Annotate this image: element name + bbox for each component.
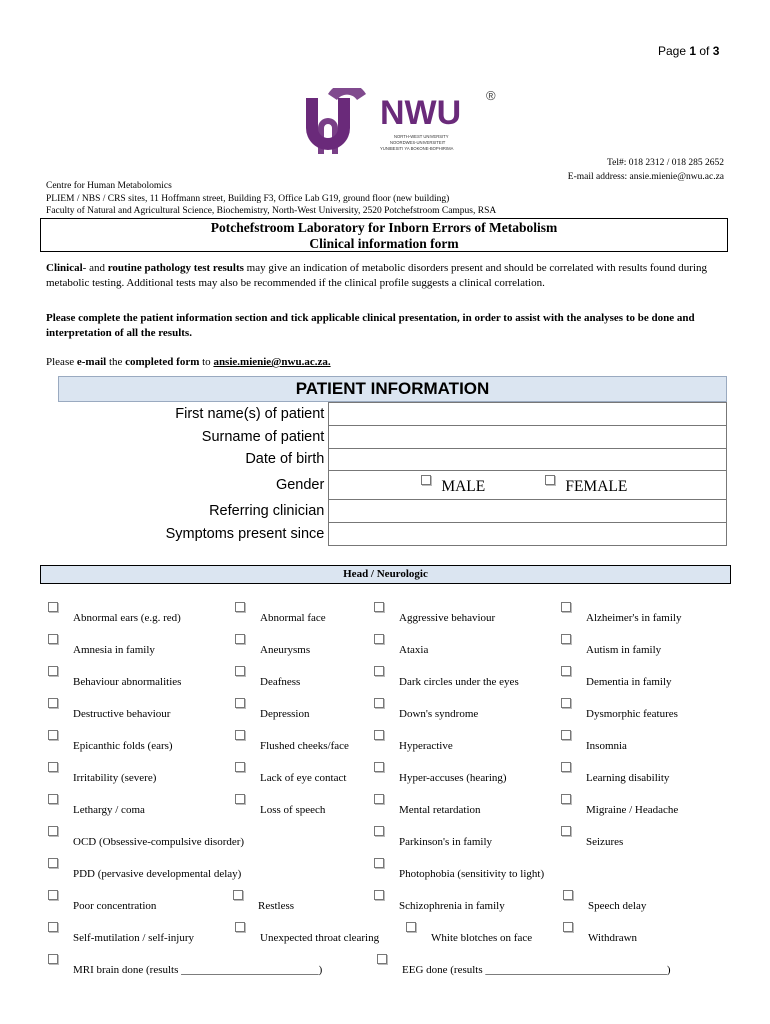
checklist-label: Self-mutilation / self-injury — [73, 932, 194, 944]
checklist-label: Restless — [258, 900, 295, 912]
email-instruction: Please e-mail the completed form to ansie.mienie@nwu.ac.za. — [46, 356, 331, 368]
checklist-checkbox[interactable] — [235, 602, 245, 612]
checklist-label: Withdrawn — [588, 932, 638, 944]
gender-label: Gender — [58, 471, 329, 500]
first-name-field[interactable] — [329, 403, 727, 426]
checklist-label: Lack of eye contact — [260, 772, 347, 784]
checklist-label: Epicanthic folds (ears) — [73, 740, 173, 752]
checklist-checkbox[interactable] — [48, 762, 58, 772]
checklist-checkbox[interactable] — [235, 794, 245, 804]
checklist-label: Ataxia — [399, 644, 429, 656]
checklist-label: Hyper-accuses (hearing) — [399, 772, 507, 784]
female-checkbox[interactable] — [545, 475, 555, 485]
checklist-label: Flushed cheeks/face — [260, 740, 349, 752]
gender-female-option[interactable]: FEMALE — [545, 475, 627, 496]
checklist-checkbox[interactable] — [48, 954, 58, 964]
checklist-checkbox[interactable] — [48, 826, 58, 836]
checklist-checkbox[interactable] — [235, 922, 245, 932]
checklist-checkbox[interactable] — [374, 762, 384, 772]
checklist-label: Schizophrenia in family — [399, 900, 505, 912]
checklist-checkbox[interactable] — [48, 858, 58, 868]
checklist-checkbox[interactable] — [374, 826, 384, 836]
symptoms-since-label: Symptoms present since — [58, 523, 329, 546]
checklist-checkbox[interactable] — [235, 762, 245, 772]
checklist-label: PDD (pervasive developmental delay) — [73, 868, 242, 880]
surname-label: Surname of patient — [58, 425, 329, 448]
checklist-checkbox[interactable] — [48, 922, 58, 932]
checklist-label: Dementia in family — [586, 676, 672, 688]
checklist-checkbox[interactable] — [48, 634, 58, 644]
checklist-checkbox[interactable] — [235, 666, 245, 676]
checklist-checkbox[interactable] — [374, 890, 384, 900]
checklist-label: Poor concentration — [73, 900, 157, 912]
checklist-label: Unexpected throat clearing — [260, 932, 380, 944]
checklist-label: Lethargy / coma — [73, 804, 145, 816]
checklist-checkbox[interactable] — [561, 730, 571, 740]
checklist-checkbox[interactable] — [48, 602, 58, 612]
checklist-checkbox[interactable] — [48, 890, 58, 900]
head-neurologic-heading: Head / Neurologic — [40, 565, 731, 584]
checklist-label: Deafness — [260, 676, 301, 688]
checklist-label: Parkinson's in family — [399, 836, 493, 848]
centre-info: Centre for Human Metabolomics PLIEM / NBS / CRS sites, 11 Hoffmann street, Building F3, Office Lab G19, ground floor (new building) Faculty of Natural and Agricultural Science, Biochemistry, North-West University, 2520 Potchefstroom Campus, RSA — [46, 181, 497, 216]
nwu-logo: NWU NORTH-WEST UNIVERSITY NOORDWES-UNIVERSITEIT YUNIBESITI YA BOKONE-BOPHIRIMA ® — [300, 88, 500, 160]
page-number: Page 1 of 3 — [658, 44, 720, 58]
checklist-label: Depression — [260, 708, 310, 720]
checklist-checkbox[interactable] — [563, 890, 573, 900]
checklist-label: Alzheimer's in family — [586, 612, 682, 624]
svg-text:NORTH-WEST UNIVERSITY: NORTH-WEST UNIVERSITY — [394, 134, 449, 139]
checklist-label: Insomnia — [586, 740, 627, 752]
checklist-label: Aneurysms — [260, 644, 311, 656]
checklist-checkbox[interactable] — [235, 698, 245, 708]
patient-information-table — [58, 402, 727, 546]
checklist-label: Hyperactive — [399, 740, 453, 752]
form-title: Potchefstroom Laboratory for Inborn Errors of Metabolism Clinical information form — [40, 218, 728, 252]
svg-text:YUNIBESITI YA BOKONE-BOPHIRIMA: YUNIBESITI YA BOKONE-BOPHIRIMA — [380, 146, 454, 151]
checklist-checkbox[interactable] — [561, 762, 571, 772]
checklist-label: Behaviour abnormalities — [73, 676, 182, 688]
checklist-checkbox[interactable] — [377, 954, 387, 964]
checklist-checkbox[interactable] — [561, 698, 571, 708]
checklist-checkbox[interactable] — [48, 794, 58, 804]
checklist-label: OCD (Obsessive-compulsive disorder) — [73, 836, 245, 848]
checklist-label: Seizures — [586, 836, 624, 848]
checklist-label: Migraine / Headache — [586, 804, 679, 816]
gender-field — [329, 471, 727, 500]
checklist-checkbox[interactable] — [374, 730, 384, 740]
checklist-label: EEG done (results _________________________________) — [402, 964, 671, 976]
checklist-label: Abnormal ears (e.g. red) — [73, 612, 181, 624]
instructions-paragraph: Please complete the patient information section and tick applicable clinical presentation, in order to assist with the analyses to be done and interpretation of all the results. — [46, 312, 695, 339]
referring-clinician-field[interactable] — [329, 500, 727, 523]
date-of-birth-label: Date of birth — [58, 448, 329, 471]
checklist-label: Autism in family — [586, 644, 662, 656]
checklist-checkbox[interactable] — [48, 666, 58, 676]
checklist-checkbox[interactable] — [374, 634, 384, 644]
checklist-label: Dysmorphic features — [586, 708, 678, 720]
svg-text:NOORDWES-UNIVERSITEIT: NOORDWES-UNIVERSITEIT — [390, 140, 446, 145]
checklist-label: Destructive behaviour — [73, 708, 171, 720]
checklist-label: Photophobia (sensitivity to light) — [399, 868, 545, 880]
checklist-label: Down's syndrome — [399, 708, 479, 720]
gender-male-option[interactable]: MALE — [421, 475, 485, 496]
checklist-checkbox[interactable] — [406, 922, 416, 932]
checklist-checkbox[interactable] — [561, 826, 571, 836]
checklist-checkbox[interactable] — [374, 858, 384, 868]
checklist-checkbox[interactable] — [561, 794, 571, 804]
checklist-checkbox[interactable] — [374, 666, 384, 676]
intro-paragraph: Clinical- and routine pathology test results may give an indication of metabolic disorders present and should be correlated with results found during metabolic testing. Additional tests may also be recommended if the clinical profile suggests a clinical correlation. — [46, 262, 708, 289]
checklist-label: Irritability (severe) — [73, 772, 157, 784]
checklist-checkbox[interactable] — [374, 698, 384, 708]
checklist-label: Speech delay — [588, 900, 647, 912]
checklist-label: Dark circles under the eyes — [399, 676, 519, 688]
contact-details — [568, 156, 724, 184]
checklist-checkbox[interactable] — [374, 794, 384, 804]
checklist-checkbox[interactable] — [561, 602, 571, 612]
checklist-checkbox[interactable] — [48, 730, 58, 740]
checklist-checkbox[interactable] — [233, 890, 243, 900]
checklist-label: Loss of speech — [260, 804, 326, 816]
checklist-label: White blotches on face — [431, 932, 533, 944]
patient-information-heading: PATIENT INFORMATION — [58, 376, 727, 402]
checklist-label: Mental retardation — [399, 804, 481, 816]
checklist-label: Aggressive behaviour — [399, 612, 496, 624]
checklist-label: MRI brain done (results _________________________) — [73, 964, 323, 976]
checklist-checkbox[interactable] — [48, 698, 58, 708]
checklist-checkbox[interactable] — [561, 666, 571, 676]
logo-text: NWU — [380, 94, 462, 132]
checklist-checkbox[interactable] — [374, 602, 384, 612]
checklist-checkbox[interactable] — [235, 634, 245, 644]
date-of-birth-field[interactable] — [329, 448, 727, 471]
checklist-label: Learning disability — [586, 772, 670, 784]
checklist-label: Amnesia in family — [73, 644, 155, 656]
checklist-checkbox[interactable] — [563, 922, 573, 932]
checklist-checkbox[interactable] — [561, 634, 571, 644]
email-link[interactable]: ansie.mienie@nwu.ac.za. — [213, 356, 331, 368]
male-checkbox[interactable] — [421, 475, 431, 485]
checklist-checkbox[interactable] — [235, 730, 245, 740]
patient-information-section — [58, 376, 727, 550]
surname-field[interactable] — [329, 425, 727, 448]
telephone: Tel#: 018 2312 / 018 285 2652 — [606, 158, 724, 168]
symptoms-since-field[interactable] — [329, 523, 727, 546]
email-address: E-mail address: ansie.mienie@nwu.ac.za — [567, 172, 724, 182]
referring-clinician-label: Referring clinician — [58, 500, 329, 523]
first-name-label: First name(s) of patient — [58, 403, 329, 426]
checklist-label: Abnormal face — [260, 612, 326, 624]
